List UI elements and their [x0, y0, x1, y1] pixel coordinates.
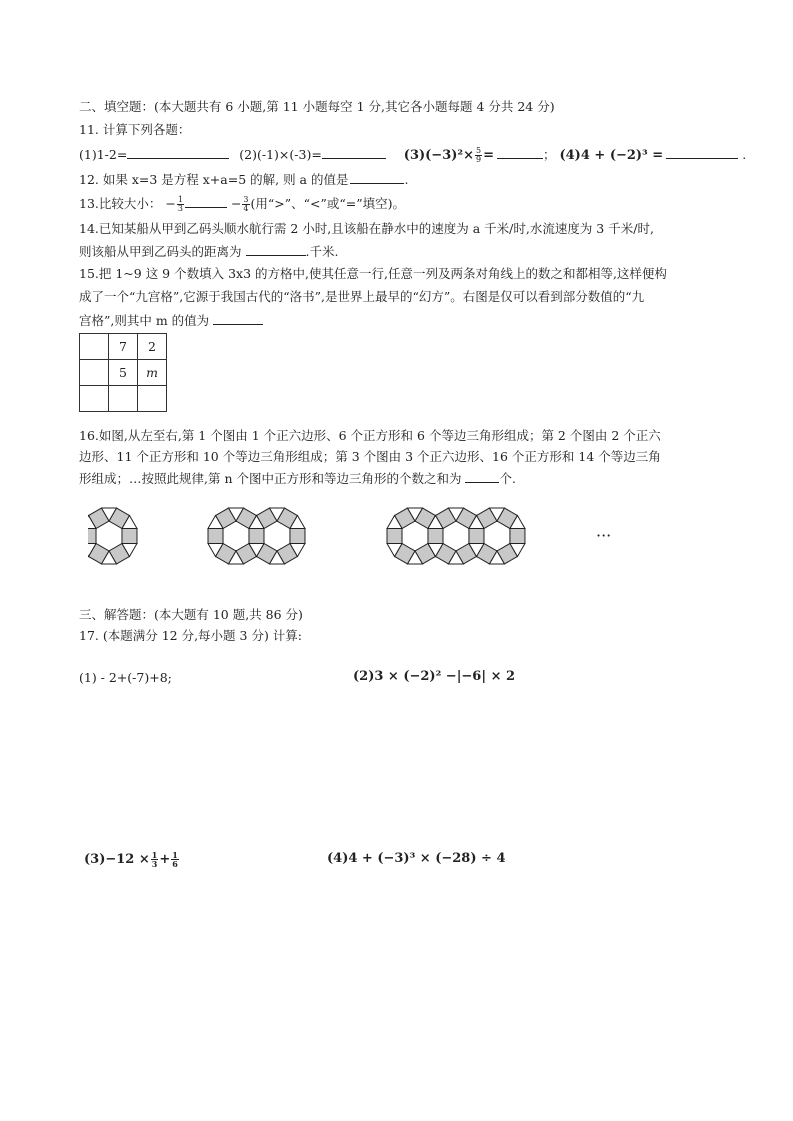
q15-line1: 15.把 1~9 这 9 个数填入 3x3 的方格中,使其任意一行,任意一列及两条对角线上的数之和都相等,这样便构 [79, 266, 667, 281]
q17-fraction2: $\frac{1}{6}$ [172, 850, 178, 869]
grid-cell [80, 360, 109, 386]
q11-blank4[interactable] [666, 146, 738, 159]
grid-row [80, 386, 167, 412]
q11-title: 11. 计算下列各题： [79, 122, 191, 137]
q16-line2: 边形、11 个正方形和 10 个等边三角形组成；第 3 个图由 3 个正六边形、16 个正方形和 14 个等边三角 [79, 449, 661, 464]
q13-fraction1: $\frac{1}{3}$ [177, 195, 183, 213]
grid-cell [80, 386, 109, 412]
q15-line3: 宫格”,则其中 m 的值为 [79, 312, 263, 329]
q17-fraction1: $\frac{1}{3}$ [151, 850, 158, 869]
q11-part1: (1)1-2= [79, 147, 128, 162]
q17-part1: (1) - 2+(-7)+8; [79, 670, 172, 685]
square [510, 529, 525, 544]
q11-part3: (3)(−3)²× [403, 148, 474, 163]
q17-part4: (4)4 + (−3)³ × (−28) ÷ 4 [327, 851, 506, 866]
grid-cell [138, 386, 167, 412]
magic-square-grid [79, 333, 167, 412]
q11-answers: (1)1-2= (2)(-1)×(-3)= (3)(−3)²× $\frac{5}{9}$ = ； (4)4 + (−2)³ = . [79, 146, 747, 164]
square [249, 529, 264, 544]
square [469, 529, 484, 544]
q17-title: 17. (本题满分 12 分,每小题 3 分) 计算: [79, 628, 303, 643]
grid-cell [80, 334, 109, 360]
q13-blank[interactable] [185, 195, 227, 208]
q11-part2: (2)(-1)×(-3)= [239, 147, 322, 162]
q11-blank1[interactable] [127, 146, 229, 159]
q11-blank2[interactable] [322, 146, 386, 159]
q12: 12. 如果 x=3 是方程 x+a=5 的解, 则 a 的值是 . [79, 172, 409, 187]
square [122, 529, 137, 544]
grid-cell: 7 [109, 334, 138, 360]
q16-line3: 形组成；…按照此规律,第 n 个图中正方形和等边三角形的个数之和为 个. [79, 471, 516, 486]
q16-line1: 16.如图,从左至右,第 1 个图由 1 个正六边形、6 个正方形和 6 个等边三角形组成；第 2 个图由 2 个正六 [79, 428, 661, 443]
grid-cell [109, 386, 138, 412]
q17-part2: (2)3 × (−2)² −|−6| × 2 [353, 669, 516, 684]
q11-blank3[interactable] [497, 146, 543, 159]
grid-row [80, 360, 167, 386]
square [88, 529, 96, 544]
square [428, 529, 443, 544]
q14-line2: 则该船从甲到乙码头的距离为 .千米. [79, 244, 339, 259]
section2-heading: 二、填空题：(本大题共有 6 小题,第 11 小题每空 1 分,其它各小题每题 4 分共 24 分) [79, 99, 555, 114]
q12-blank[interactable] [350, 171, 404, 184]
q11-fraction: $\frac{5}{9}$ [475, 146, 482, 164]
ellipsis: ··· [596, 526, 612, 545]
q13-fraction2: $\frac{3}{4}$ [243, 195, 249, 213]
grid-cell: m [138, 360, 167, 386]
square [208, 529, 223, 544]
q15-line2: 成了一个“九宫格”,它源于我国古代的“洛书”,是世界上最早的“幻方”。右图是仅可以看到部分数值的“九 [79, 289, 645, 304]
square [387, 529, 402, 544]
grid-row [80, 334, 167, 360]
section3-heading: 三、解答题：(本大题有 10 题,共 86 分) [79, 607, 303, 622]
q13: 13.比较大小： − $\frac{1}{3}$ − $\frac{3}{4}$ (用“>”、“<”或“=”填空)。 [79, 195, 406, 213]
grid-cell: 5 [109, 360, 138, 386]
grid-cell: 2 [138, 334, 167, 360]
q14-blank[interactable] [246, 243, 306, 256]
q11-part4: (4)4 + (−2)³ = [559, 148, 664, 163]
q16-blank[interactable] [465, 470, 499, 483]
q15-blank[interactable] [213, 312, 263, 325]
q17-part3: (3)−12 × $\frac{1}{3}$ + $\frac{1}{6}$ [84, 850, 178, 869]
hexagon-pattern-figures [88, 493, 648, 583]
q14-line1: 14.已知某船从甲到乙码头顺水航行需 2 小时,且该船在静水中的速度为 a 千米/时,水流速度为 3 千米/时, [79, 221, 654, 236]
square [290, 529, 305, 544]
